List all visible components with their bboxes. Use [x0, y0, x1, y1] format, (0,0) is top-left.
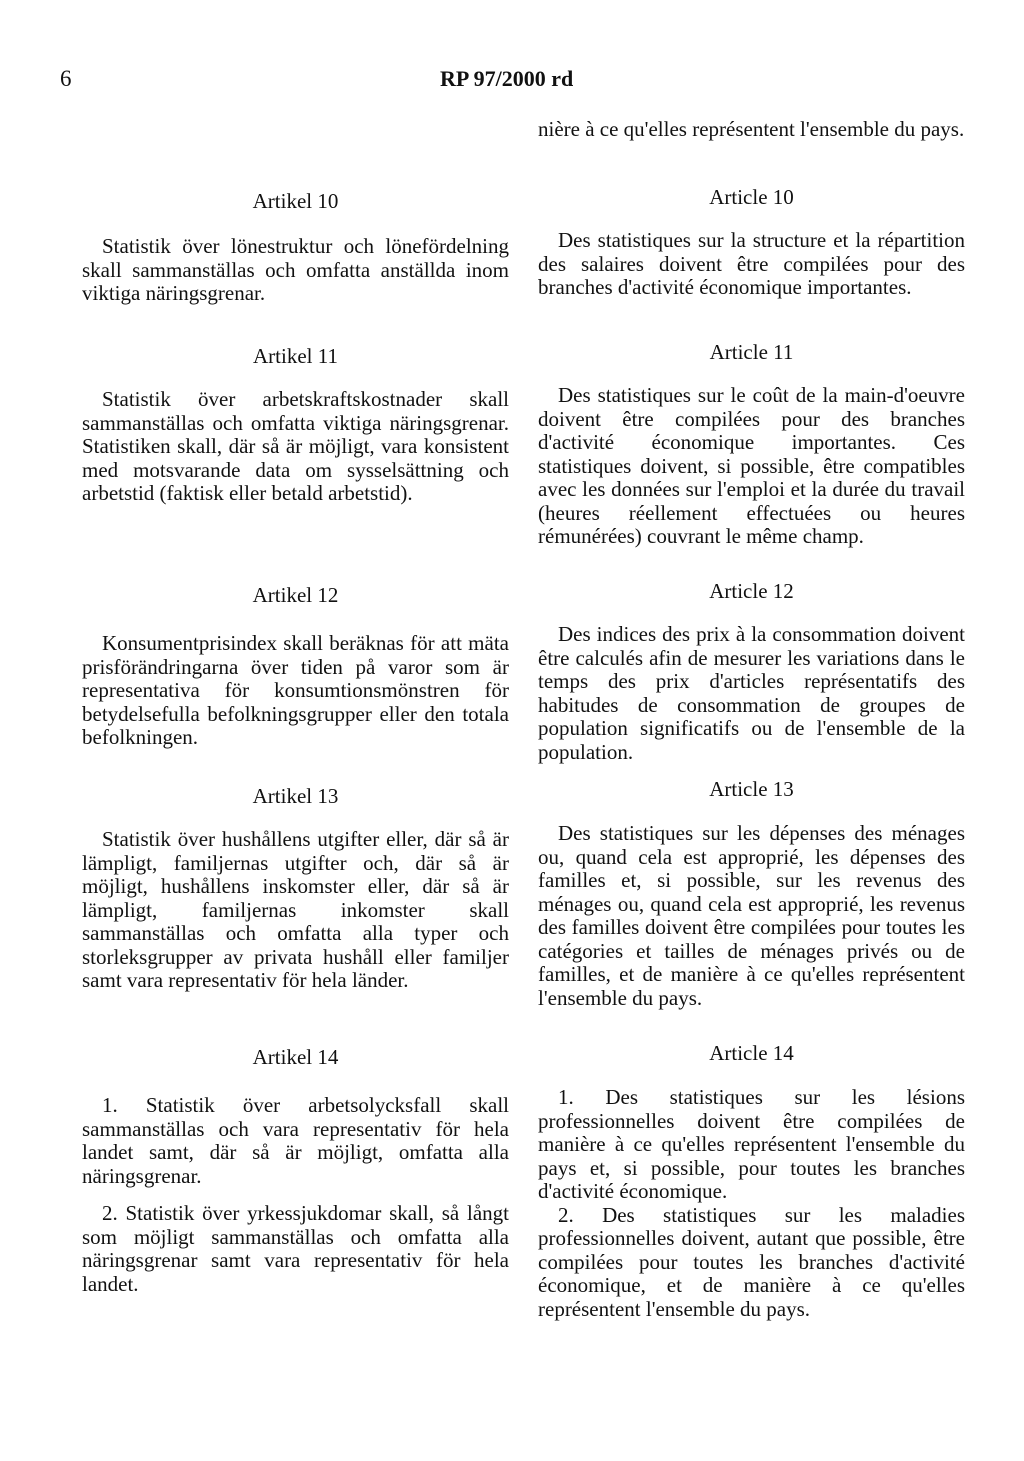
- article-10-text-sv: [82, 235, 509, 306]
- article-14-paragraph-2-sv: 2. Statistik över yrkessjukdomar skall, så långt som möjligt sammanställas och omfatta alla näringsgrenar samt vara representativ för hela landet.: [82, 1201, 509, 1296]
- document-reference: RP 97/2000 rd: [440, 66, 574, 91]
- continuation-paragraph-fr: nière à ce qu'elles représentent l'ensemble du pays.: [538, 117, 965, 141]
- article-14-paragraph-1-fr: 1. Des statistiques sur les lésions professionnelles doivent être compilées de manière à ce qu'elles représentent l'ensemble du pays et, si possible, pour toutes les branches d'activité économique.: [538, 1085, 965, 1203]
- article-12-paragraph-fr: Des indices des prix à la consommation doivent être calculés afin de mesurer les variations dans le temps des prix d'articles représentatifs des habitudes de consommation de groupes de population significatifs ou de l'ensemble de la population.: [538, 622, 965, 764]
- article-12-heading-sv: Artikel 12: [252, 583, 339, 607]
- article-14-text-sv: [82, 1094, 509, 1296]
- article-13-text-sv: [82, 828, 509, 993]
- article-11-text-fr: [538, 384, 965, 549]
- article-12-text-sv: [82, 632, 509, 750]
- article-13-text-fr: [538, 822, 965, 1010]
- page-number: 6: [60, 66, 72, 91]
- article-14-heading-fr: Article 14: [709, 1041, 794, 1065]
- article-11-text-sv: [82, 388, 509, 506]
- continuation-text-fr: [538, 118, 965, 142]
- article-11-paragraph-fr: Des statistiques sur le coût de la main-d'oeuvre doivent être compilées pour des branches d'activité économique importantes. Ces statistiques doivent, si possible, être compatibles avec les données sur l'emploi et la durée du travail (heures réellement effectuées ou heures rémunérées) couvrant le même champ.: [538, 383, 965, 548]
- article-12-heading-fr: Article 12: [709, 579, 794, 603]
- article-10-paragraph-sv: Statistik över lönestruktur och lönefördelning skall sammanställas och omfatta anställda inom viktiga näringsgrenar.: [82, 234, 509, 305]
- article-12-text-fr: [538, 623, 965, 764]
- article-12-paragraph-sv: Konsumentprisindex skall beräknas för att mäta prisförändringarna över tiden på varor som är representativa för konsumtionsmönstren för betydelsefulla befolkningsgrupper eller den totala befolkningen.: [82, 631, 509, 749]
- article-14-text-fr: [538, 1086, 965, 1321]
- article-10-heading-sv: Artikel 10: [252, 189, 339, 213]
- article-14-paragraph-2-fr: 2. Des statistiques sur les maladies professionnelles doivent, autant que possible, être compilées pour toutes les branches d'activité économique, et de manière à ce qu'elles représentent l'ensemble du pays.: [538, 1202, 965, 1321]
- article-10-text-fr: [538, 229, 965, 300]
- article-10-heading-fr: Article 10: [709, 185, 794, 209]
- article-13-paragraph-fr: Des statistiques sur les dépenses des ménages ou, quand cela est approprié, les dépenses des familles et, si possible, sur les revenus des ménages ou, quand cela est approprié, les revenus des familles doivent être compilées pour toutes les catégories et tailles de ménages privés ou de familles, et de manière à ce qu'elles représentent l'ensemble du pays.: [538, 821, 965, 1010]
- article-11-heading-fr: Article 11: [709, 340, 794, 364]
- article-10-paragraph-fr: Des statistiques sur la structure et la répartition des salaires doivent être compilées pour des branches d'activité économique importantes.: [538, 228, 965, 299]
- article-11-paragraph-sv: Statistik över arbetskraftskostnader skall sammanställas och omfatta viktiga näringsgrenar. Statistiken skall, där så är möjligt, vara konsistent med motsvarande data om sysselsättning och arbetstid (faktisk eller betald arbetstid).: [82, 387, 509, 505]
- article-13-heading-sv: Artikel 13: [252, 784, 339, 808]
- article-11-heading-sv: Artikel 11: [253, 344, 338, 368]
- article-14-paragraph-1-sv: 1. Statistik över arbetsolycksfall skall sammanställas och vara representativ för hela landet samt, där så är möjligt, omfatta alla näringsgrenar.: [82, 1093, 509, 1188]
- article-13-paragraph-sv: Statistik över hushållens utgifter eller, där så är lämpligt, familjernas utgifter och, där så är möjligt, hushållens inskomster eller, där så är lämpligt, familjernas inkomster skall sammanställas och omfatta alla typer och storleksgrupper av privata hushåll eller familjer samt vara representativ för hela länder.: [82, 827, 509, 992]
- article-14-heading-sv: Artikel 14: [252, 1045, 339, 1069]
- article-13-heading-fr: Article 13: [709, 777, 794, 801]
